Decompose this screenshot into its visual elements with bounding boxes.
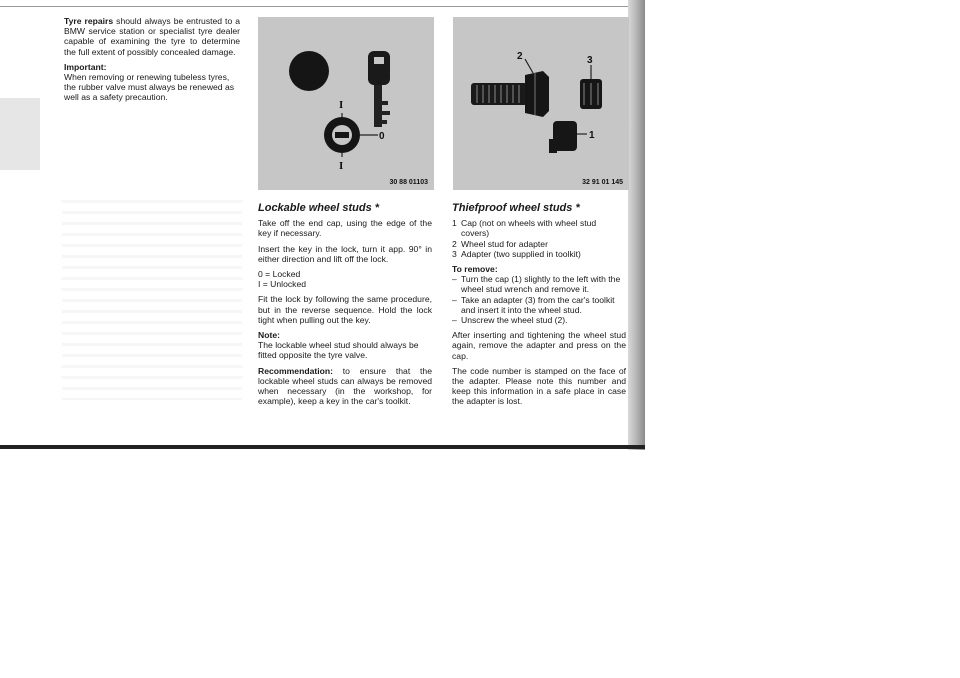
part-label-1: 1 xyxy=(589,130,595,141)
wheel-stud-icon xyxy=(471,59,549,117)
lock-position-label-right: 0 xyxy=(379,131,385,142)
list-item: 3 Adapter (two supplied in toolkit) xyxy=(452,248,581,259)
figure-code: 32 91 01 145 xyxy=(582,179,623,186)
note-label: Note: xyxy=(258,330,280,341)
list-item: 2 Wheel stud for adapter xyxy=(452,238,548,249)
bottom-rule xyxy=(0,445,645,449)
part-label-2: 2 xyxy=(517,51,523,62)
page-edge-shadow xyxy=(628,0,645,450)
tyre-repairs-paragraph xyxy=(64,16,240,57)
recommendation-paragraph xyxy=(258,366,432,407)
removal-steps xyxy=(452,274,626,325)
lockable-section xyxy=(258,203,432,411)
state-locked: 0 = Locked xyxy=(258,269,301,280)
thiefproof-section xyxy=(452,203,626,412)
thiefproof-paragraph-after: After inserting and tightening the wheel stud again, remove the adapter and press on the cap. xyxy=(452,330,626,361)
tyre-repairs-text: should always be entrusted to a BMW service station or specialist tyre dealer capable of examining the tyre to determine the full extent of possibly concealed damage. xyxy=(64,16,240,57)
important-paragraph xyxy=(64,62,240,103)
lockable-stud-illustration xyxy=(258,17,434,190)
list-item: – Take an adapter (3) from the car's toolkit and insert it into the wheel stud. xyxy=(452,294,615,315)
adapter-icon xyxy=(580,65,602,109)
note-paragraph xyxy=(258,330,432,361)
remove-label: To remove: xyxy=(452,264,498,275)
bleed-through-text xyxy=(62,200,242,400)
lockable-paragraph-1: Take off the end cap, using the edge of the key if necessary. xyxy=(258,218,432,239)
part-label-3: 3 xyxy=(587,55,593,66)
lockable-paragraph-3: Fit the lock by following the same procedure, but in the reverse sequence. Hold the lock tight when pulling out the key. xyxy=(258,294,432,325)
figure-code: 30 88 01103 xyxy=(389,179,428,186)
note-text: The lockable wheel stud should always be fitted opposite the tyre valve. xyxy=(258,340,419,361)
list-item: – Unscrew the wheel stud (2). xyxy=(452,315,568,326)
parts-list xyxy=(452,218,626,259)
cap-icon xyxy=(549,121,587,153)
lock-states xyxy=(258,269,432,289)
important-text: When removing or renewing tubeless tyres, the rubber valve must always be renewed as well as a safety precaution. xyxy=(64,72,235,103)
scan-shadow xyxy=(0,98,40,170)
list-item: 1 Cap (not on wheels with wheel stud covers) xyxy=(452,218,597,239)
lock-position-label-top: I xyxy=(339,99,344,111)
left-column xyxy=(64,16,240,108)
lock-icon xyxy=(324,113,378,157)
lockable-heading: Lockable wheel studs * xyxy=(258,202,380,214)
end-cap-icon xyxy=(289,51,329,91)
lock-position-label-bottom: I xyxy=(339,160,344,172)
lockable-stud-figure xyxy=(258,17,434,190)
recommendation-label: Recommendation: xyxy=(258,365,333,376)
recommendation-text: to ensure that the lockable wheel studs can always be removed when necessary (in the workshop, for example), keep a key in the car's toolkit. xyxy=(258,365,432,407)
important-label: Important: xyxy=(64,61,107,72)
list-item: – Turn the cap (1) slightly to the left with the wheel stud wrench and remove it. xyxy=(452,274,621,295)
thiefproof-stud-illustration xyxy=(453,17,629,190)
tyre-repairs-lead: Tyre repairs xyxy=(64,16,114,26)
lockable-paragraph-2: Insert the key in the lock, turn it app. 90° in either direction and lift off the lock. xyxy=(258,243,432,264)
manual-page xyxy=(0,0,645,450)
state-unlocked: I = Unlocked xyxy=(258,279,307,290)
thiefproof-heading: Thiefproof wheel studs * xyxy=(452,202,580,214)
key-icon xyxy=(368,51,390,127)
top-rule xyxy=(0,6,638,7)
thiefproof-paragraph-code: The code number is stamped on the face of the adapter. Please note this number and keep this information in a safe place in case the adapter is lost. xyxy=(452,365,626,407)
thiefproof-stud-figure xyxy=(453,17,629,190)
